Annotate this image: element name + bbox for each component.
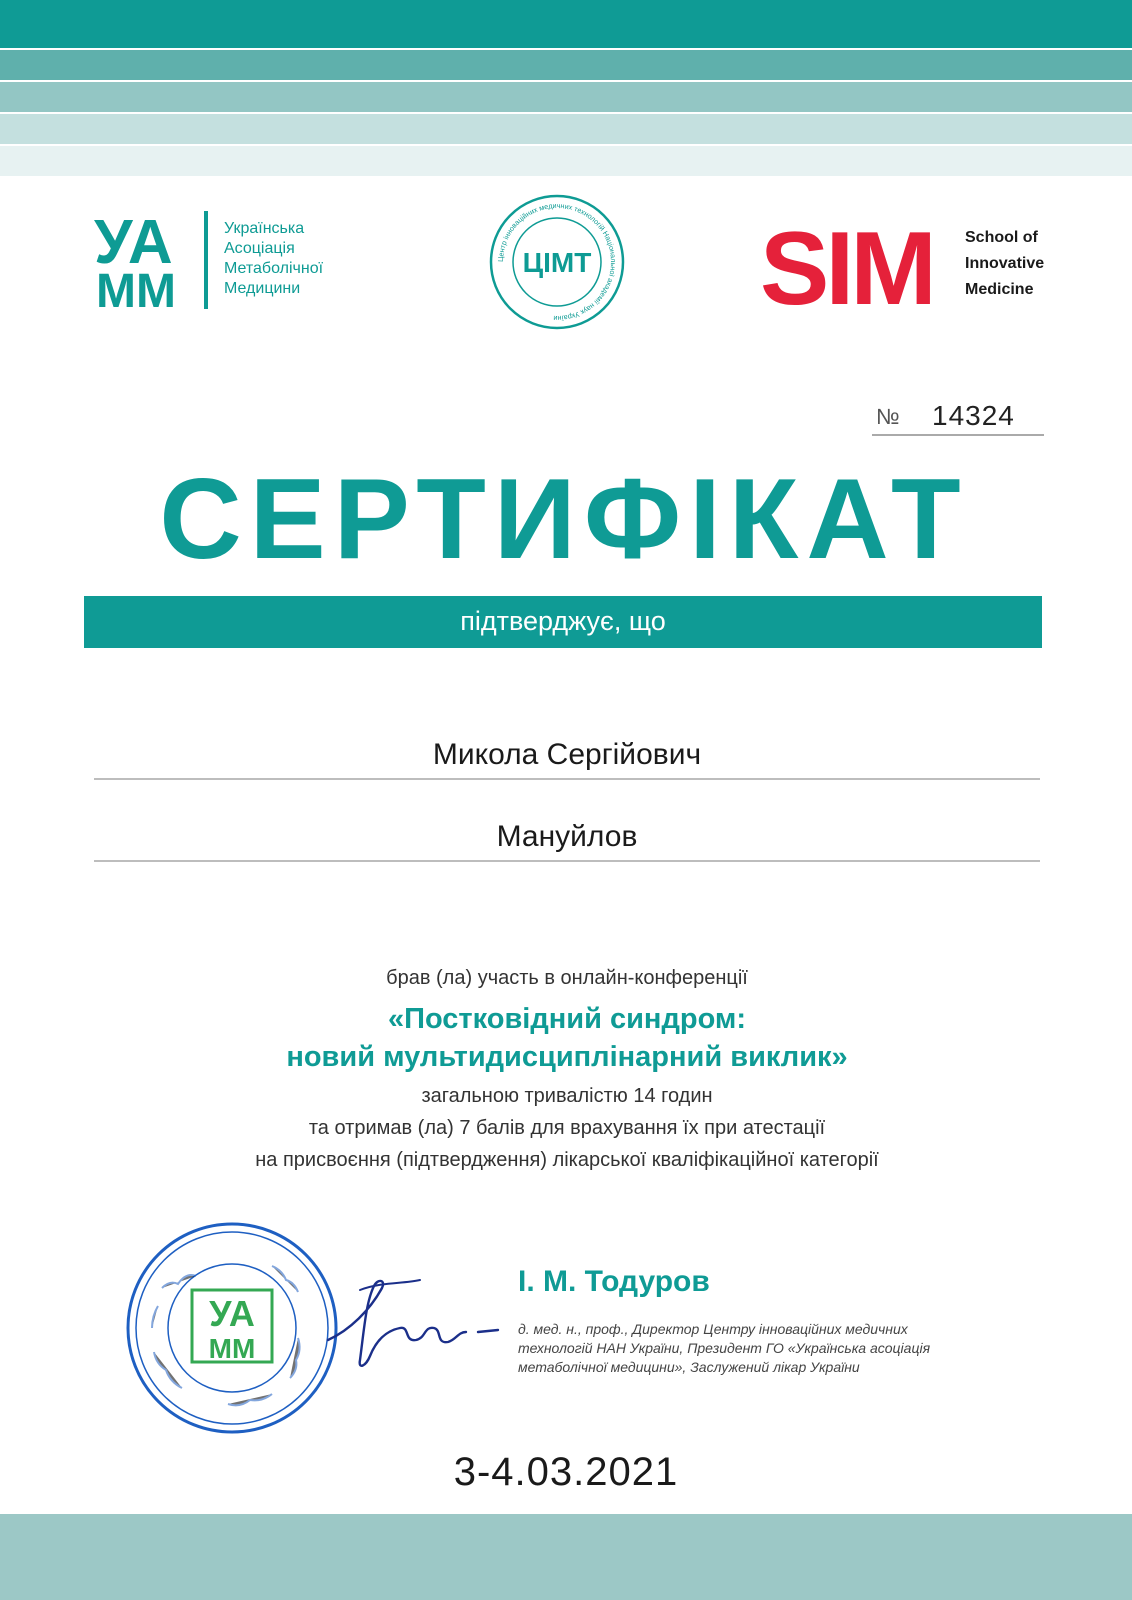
conference-title-line1: «Постковідний синдром: bbox=[387, 1003, 747, 1035]
points-text: та отримав (ла) 7 балів для врахування їх при атестації bbox=[308, 1117, 826, 1139]
recipient-first-name: Микола Сергійович bbox=[94, 730, 1040, 780]
cimt-logo-letters: ЦІМТ bbox=[522, 247, 592, 278]
sim-logo-line: Innovative bbox=[965, 255, 1045, 272]
stamp-letters-bottom: ММ bbox=[208, 1333, 256, 1364]
confirms-banner: підтверджує, що bbox=[84, 596, 1042, 648]
signature bbox=[320, 1270, 510, 1380]
uamm-logo-text bbox=[224, 219, 323, 299]
sim-logo-line: Medicine bbox=[965, 281, 1034, 298]
cimt-logo bbox=[488, 193, 626, 331]
uamm-logo-mark bbox=[94, 211, 214, 311]
number-value: 14324 bbox=[932, 400, 1015, 431]
event-date: 3-4.03.2021 bbox=[453, 1450, 679, 1494]
signer-name: І. М. Тодуров bbox=[518, 1265, 710, 1298]
sim-logo-letters: SIM bbox=[760, 220, 933, 315]
certificate-title: СЕРТИФІКАТ bbox=[159, 456, 969, 583]
signer-description-line: метаболічної медицини», Заслужений лікар України bbox=[518, 1359, 860, 1375]
conference-title-line2: новий мультидисциплінарний виклик» bbox=[286, 1041, 848, 1073]
footer-stripe bbox=[0, 1514, 1132, 1600]
participation-text: брав (ла) участь в онлайн-конференції bbox=[386, 967, 748, 989]
stamp-seal bbox=[122, 1218, 342, 1438]
uamm-logo-line: Українська bbox=[224, 220, 305, 237]
uamm-logo-line: Асоціація bbox=[224, 240, 295, 257]
sim-logo-mark bbox=[760, 220, 950, 315]
header-stripe-2 bbox=[0, 50, 1132, 80]
certificate-number bbox=[872, 398, 1044, 436]
stamp-letters-top: УА bbox=[209, 1293, 255, 1334]
category-text: на присвоєння (підтвердження) лікарської кваліфікаційної категорії bbox=[255, 1149, 879, 1171]
uamm-logo-line: Метаболічної bbox=[224, 260, 324, 277]
uamm-logo-line: Медицини bbox=[224, 280, 301, 297]
uamm-logo bbox=[94, 211, 354, 316]
header-stripe-5 bbox=[0, 146, 1132, 176]
duration-text: загальною тривалістю 14 годин bbox=[421, 1085, 713, 1107]
uamm-logo-letters-top: УА bbox=[94, 211, 173, 277]
signer-description-line: д. мед. н., проф., Директор Центру інноваційних медичних bbox=[518, 1321, 908, 1337]
uamm-logo-letters-bottom: ММ bbox=[96, 265, 176, 311]
cimt-logo-ring-text: Центр інноваційних медичних технологій Національної академії наук України bbox=[495, 200, 619, 324]
number-sign: № bbox=[876, 404, 900, 429]
signer-description-line: технологій НАН України, Президент ГО «Українська асоціація bbox=[518, 1340, 931, 1356]
cimt-logo-mark bbox=[488, 193, 626, 331]
header-stripe-3 bbox=[0, 82, 1132, 112]
sim-logo bbox=[760, 220, 1070, 315]
recipient-last-name: Мануйлов bbox=[94, 812, 1040, 862]
signature-mark bbox=[320, 1270, 510, 1380]
sim-logo-line: School of bbox=[965, 229, 1038, 246]
signer-description bbox=[518, 1320, 998, 1377]
sim-logo-text bbox=[965, 225, 1044, 303]
header-stripe-1 bbox=[0, 0, 1132, 48]
official-stamp bbox=[122, 1218, 342, 1438]
header-stripe-4 bbox=[0, 114, 1132, 144]
